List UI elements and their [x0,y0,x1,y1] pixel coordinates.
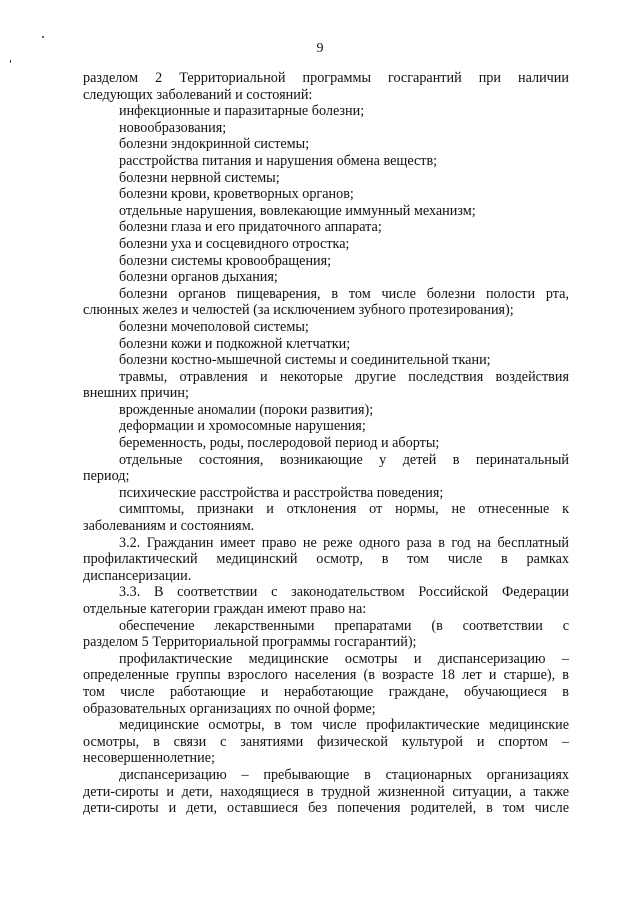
text-line: дети-сироты и дети, находящиеся в трудной жизненной ситуации, а также [83,783,569,800]
text-line: период; [83,468,130,485]
text-line: отдельные категории граждан имеют право на: [83,601,367,617]
text-line: болезни нервной системы; [119,169,280,186]
text-line: болезни органов пищеварения, в том числе болезни полости рта, [119,285,569,302]
text-line: расстройства питания и нарушения обмена веществ; [119,152,438,169]
text-line: симптомы, признаки и отклонения от нормы, не отнесенные к [119,501,569,518]
text-line: болезни крови, кроветворных органов; [119,186,354,203]
text-line: инфекционные и паразитарные болезни; [119,103,365,120]
text-line: дети-сироты и дети, оставшиеся без попечения родителей, в том числе [83,800,569,817]
text-line: травмы, отравления и некоторые другие последствия воздействия [119,368,569,385]
text-line: болезни системы кровообращения; [119,252,332,269]
text-line: разделом 5 Территориальной программы госгарантий); [83,634,417,651]
text-line: диспансеризации. [83,567,192,584]
text-line: 3.2. Гражданин имеет право не реже одного раза в год на бесплатный [119,534,569,551]
text-line: обеспечение лекарственными препаратами (в соответствии с [119,617,569,634]
text-line: разделом 2 Территориальной программы госгарантий при наличии [83,70,569,86]
text-line: болезни эндокринной системы; [119,136,310,153]
text-line: деформации и хромосомные нарушения; [119,418,366,435]
text-line: профилактический медицинский осмотр, в том числе в рамках [83,551,569,568]
text-line: врожденные аномалии (пороки развития); [119,401,374,418]
document-body [83,70,569,817]
text-line: отдельные состояния, возникающие у детей в перинатальный [119,451,569,468]
text-line: психические расстройства и расстройства поведения; [119,484,444,501]
scan-speck [10,60,11,63]
text-line: болезни глаза и его придаточного аппарата; [119,219,382,236]
text-line: болезни кожи и подкожной клетчатки; [119,335,351,352]
text-line: отдельные нарушения, вовлекающие иммунный механизм; [119,202,476,219]
text-line: болезни уха и сосцевидного отростка; [119,235,350,252]
text-line: определенные группы взрослого населения (в возрасте 18 лет и старше), в [83,667,569,684]
text-line: болезни костно-мышечной системы и соединительной ткани; [119,352,491,369]
text-line: том числе работающие и неработающие граждане, обучающиеся в [83,683,569,700]
text-line: болезни органов дыхания; [119,269,278,286]
text-line: несовершеннолетние; [83,750,215,767]
text-line: диспансеризацию – пребывающие в стационарных организациях [119,766,569,783]
page-number: 9 [316,41,324,56]
text-line: образовательных организациях по очной форме; [83,700,376,717]
text-line: 3.3. В соответствии с законодательством Российской Федерации [119,584,569,601]
text-line: медицинские осмотры, в том числе профилактические медицинские [119,717,569,734]
text-line: внешних причин; [83,385,189,402]
text-line: заболеваниям и состояниям. [83,518,255,535]
text-line: беременность, роды, послеродовой период и аборты; [119,435,440,452]
text-line: профилактические медицинские осмотры и диспансеризацию – [119,650,569,667]
text-line: слюнных желез и челюстей (за исключением зубного протезирования); [83,302,514,319]
text-line: новообразования; [119,119,227,136]
text-line: болезни мочеполовой системы; [119,318,309,335]
text-line: следующих заболеваний и состояний: [83,86,313,103]
text-line: осмотры, в связи с занятиями физической культурой и спортом – [83,733,569,750]
scan-speck [42,36,44,38]
